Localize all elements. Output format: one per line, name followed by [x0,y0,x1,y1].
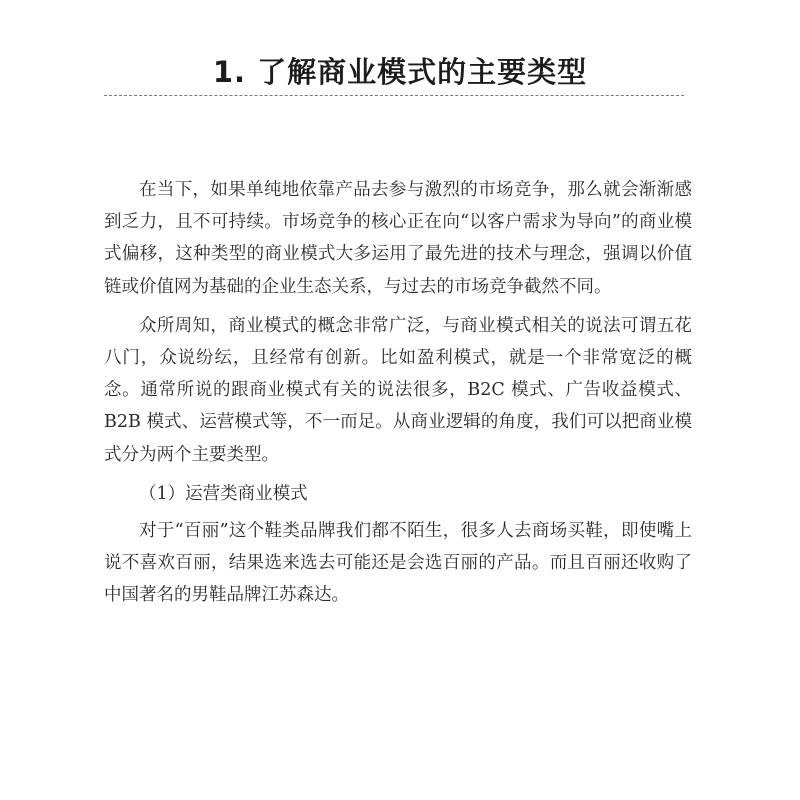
title-divider [104,95,684,96]
paragraph-belle-example: 对于“百丽”这个鞋类品牌我们都不陌生，很多人去商场买鞋，即使嘴上说不喜欢百丽，结果选来选去可能还是会选百丽的产品。而且百丽还收购了中国著名的男鞋品牌江苏森达。 [104,521,692,606]
subsection-heading-operational-model: （1）运营类商业模式 [139,483,308,504]
body-text [104,174,692,619]
paragraph-market-competition: 在当下，如果单纯地依靠产品去参与激烈的市场竞争，那么就会渐渐感到乏力，且不可持续。市场竞争的核心正在向“以客户需求为导向”的商业模式偏移，这种类型的商业模式大多运用了最先进的技术与理念，强调以价值链或价值网为基础的企业生态关系，与过去的市场竞争截然不同。 [104,180,692,297]
paragraph-business-model-concept: 众所周知，商业模式的概念非常广泛，与商业模式相关的说法可谓五花八门，众说纷纭，且经常有创新。比如盈利模式，就是一个非常宽泛的概念。通常所说的跟商业模式有关的说法很多，B2C 模式、广告收益模式、B2B 模式、运营模式等，不一而足。从商业逻辑的角度，我们可以把商业模式分为两个主要类型。 [104,315,692,465]
section-title: 1. 了解商业模式的主要类型 [212,55,588,89]
